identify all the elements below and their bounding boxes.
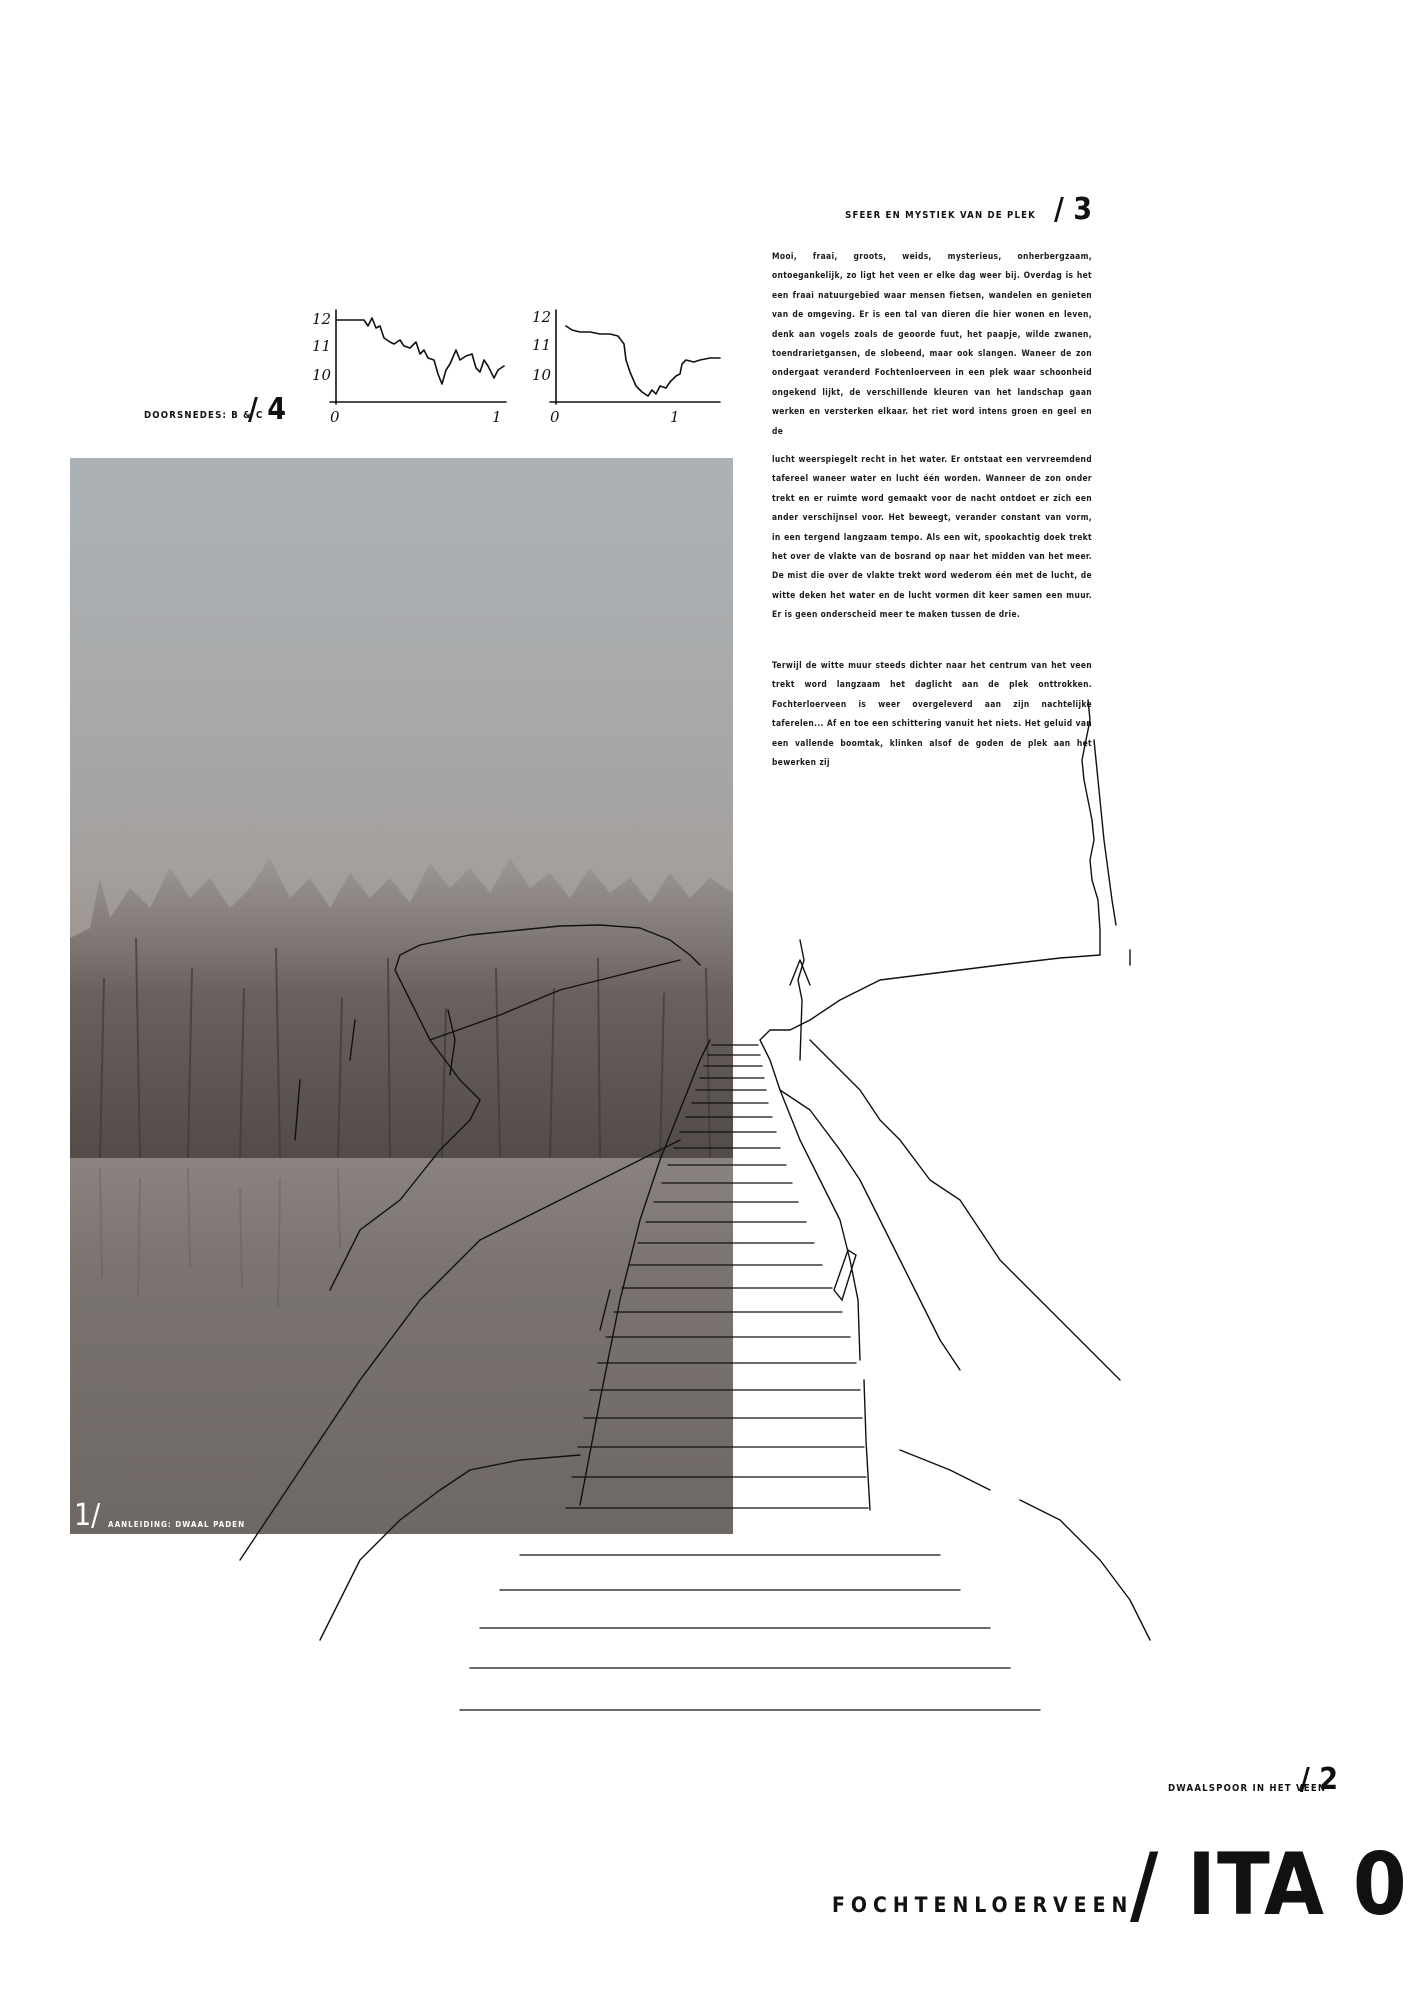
graph-left-x-tick-0: 0 xyxy=(330,408,340,426)
section-2-number: / 2 xyxy=(1300,1762,1339,1797)
graph-right-x-tick-0: 0 xyxy=(550,408,560,426)
section-4-number: / 4 xyxy=(248,392,287,427)
section-1-caption xyxy=(74,1498,374,1532)
graph-right-y-tick-10: 10 xyxy=(532,366,552,384)
graph-right-x-tick-1: 1 xyxy=(670,408,680,426)
project-title: FOCHTENLOERVEEN xyxy=(832,1893,1134,1917)
graph-right-y-tick-11: 11 xyxy=(532,336,552,354)
section-3-paragraph-2: lucht weerspiegelt recht in het water. Er ontstaat een vervreemdend tafereel waneer water en lucht één worden. Wanneer de zon onder trekt en er ruimte word gemaakt voor de nacht ontdoet er zich een ander verschijnsel voor. Het beweegt, verander constant van vorm, in een tergend langzaam tempo. Als een wit, spookachtig doek trekt het over de vlakte van de bosrand op naar het midden van het meer. De mist die over de vlakte trekt word wederom één met de lucht, de witte deken het water en de lucht vormen dit keer samen een muur. Er is geen onderscheid meer te maken tussen de drie. xyxy=(772,454,1092,620)
section-4-label: DOORSNEDES: B & C xyxy=(144,410,264,421)
section-3-paragraph-1: Mooi, fraai, groots, weids, mysterieus, onherbergzaam, ontoegankelijk, zo ligt het veen er elke dag weer bij. Overdag is het een fraai natuurgebied waar mensen fietsen, wandelen en genieten van de omgeving. Er is een tal van dieren die hier wonen en leven, denk aan vogels zoals de geoorde fuut, het paapje, wilde zwanen, toendrarietgansen, de slobeend, maar ook slangen. Waneer de zon ondergaat veranderd Fochtenloerveen in een plek waar schoonheid ongekend lijkt, de verschillende kleuren van het landschap gaan werken en versterken elkaar. het riet word intens groen en geel en de xyxy=(772,251,1092,436)
graph-left-y-tick-12: 12 xyxy=(312,310,332,328)
section-1-number: 1/ xyxy=(74,1498,101,1533)
graph-left-y-tick-10: 10 xyxy=(312,366,332,384)
section-1-label: AANLEIDING: DWAAL PADEN xyxy=(108,1520,246,1529)
graph-left-y-tick-11: 11 xyxy=(312,337,332,355)
section-3-paragraph-3: Terwijl de witte muur steeds dichter naar het centrum van het veen trekt word langzaam het daglicht aan de plek onttrokken. Fochterloerveen is weer overgeleverd aan zijn nachtelijke taferelen... Af en toe een schittering vanuit het niets. Het geluid van een vallende boomtak, klinken alsof de goden de plek aan het bewerken zij xyxy=(772,660,1092,768)
section-3-number: / 3 xyxy=(1053,192,1092,227)
section-2-label: DWAALSPOOR IN HET VEEN xyxy=(1168,1783,1327,1794)
section-3-label: SFEER EN MYSTIEK VAN DE PLEK xyxy=(845,210,1036,221)
project-code: / ITA 0 xyxy=(1130,1835,1408,1935)
graph-left-x-tick-1: 1 xyxy=(492,408,502,426)
graph-right-y-tick-12: 12 xyxy=(532,308,552,326)
